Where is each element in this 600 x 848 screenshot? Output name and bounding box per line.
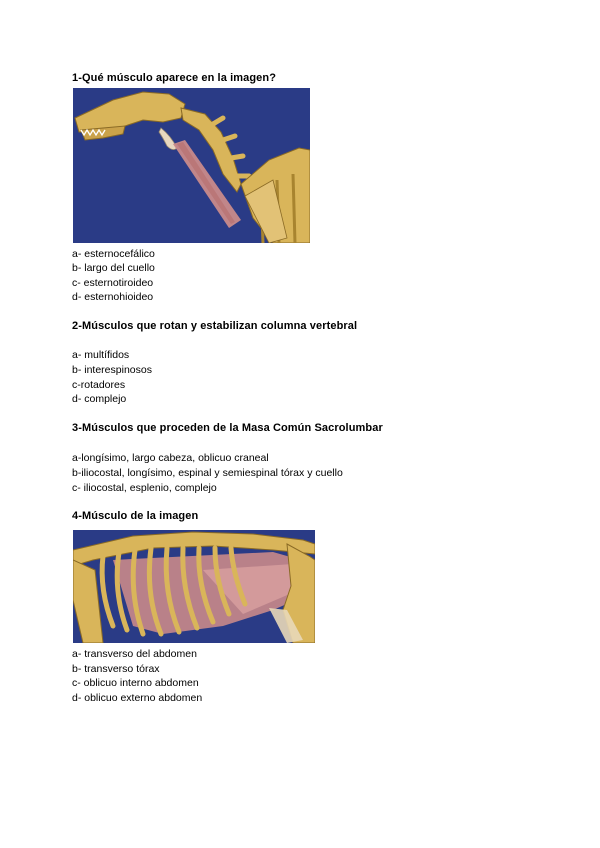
skull-neck-skeleton-illustration [73,88,310,243]
question-1-title: 1-Qué músculo aparece en la imagen? [72,72,277,84]
question-1-option-b: b- largo del cuello [72,262,155,274]
question-1-option-d: d- esternohioideo [72,291,154,303]
question-1-option-a: a- esternocefálico [72,248,155,260]
question-3-option-b: b-iliocostal, longísimo, espinal y semiespinal tórax y cuello [72,467,343,479]
question-4-title: 4-Músculo de la imagen [72,510,199,522]
question-3-option-a: a-longísimo, largo cabeza, oblicuo craneal [72,452,269,464]
question-4-option-a: a- transverso del abdomen [72,648,197,660]
thorax-abdomen-skeleton-illustration [73,530,315,643]
question-4-option-b: b- transverso tórax [72,663,160,675]
question-4-image [73,530,315,643]
question-2-title: 2-Músculos que rotan y estabilizan columna vertebral [72,320,358,332]
question-4-option-c: c- oblicuo interno abdomen [72,677,199,689]
question-2-option-d: d- complejo [72,393,127,405]
question-2-option-b: b- interespinosos [72,364,152,376]
question-1-option-c: c- esternotiroideo [72,277,154,289]
question-2-option-a: a- multífidos [72,349,130,361]
question-1-image [73,88,310,243]
question-3-option-c: c- iliocostal, esplenio, complejo [72,482,217,494]
question-2-option-c: c-rotadores [72,379,126,391]
question-3-title: 3-Músculos que proceden de la Masa Común Sacrolumbar [72,422,383,434]
question-4-option-d: d- oblicuo externo abdomen [72,692,203,704]
